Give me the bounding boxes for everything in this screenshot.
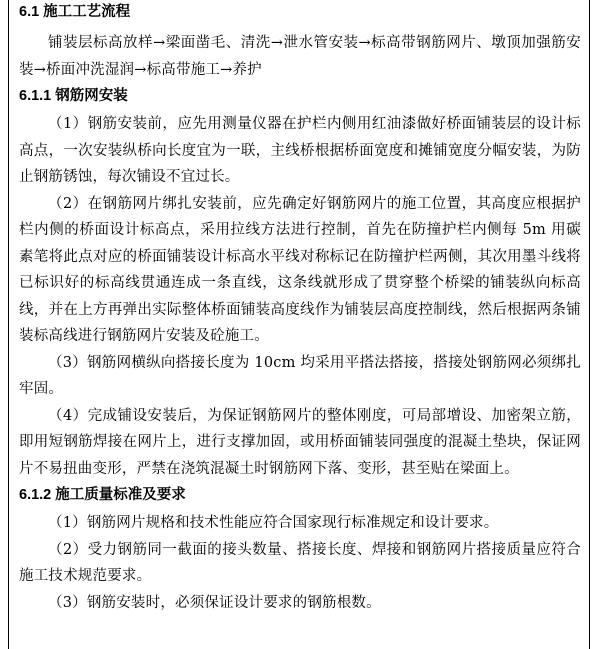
document-page: [8, 0, 590, 649]
quality-paragraph-2: （2）受力钢筋同一截面的接头数量、搭接长度、焊接和钢筋网片搭接质量应符合施工技术规范要求。: [19, 541, 581, 584]
section-heading-6-1-2: 6.1.2 施工质量标准及要求: [19, 487, 186, 503]
rebar-install-paragraph-1: （1）钢筋安装前，应先用测量仪器在护栏内侧用红油漆做好桥面铺装层的设计标高点，一次安装纵桥向长度宜为一联，主线桥根据桥面宽度和摊铺宽度分幅安装，为防止钢筋锈蚀，每次铺设不宜过长。: [19, 116, 581, 185]
quality-paragraph-1: （1）钢筋网片规格和技术性能应符合国家现行标准规定和设计要求。: [48, 515, 499, 531]
rebar-install-paragraph-2: （2）在钢筋网片绑扎安装前，应先确定好钢筋网片的施工位置，其高度应根据护栏内侧的桥面设计标高点，采用拉线方法进行控制，首先在防撞护栏内侧每 5m 用碳素笔将此点对应的桥面铺装设计标高水平线对称标记在防撞护栏两侧，其次用墨斗线将已标识好的标高线贯通连成一条直线，这条线就形成了贯穿整个桥梁的铺装纵向标高线，并在上方再弹出实际整体桥面铺装高度线作为铺装层高度控制线，然后根据两条铺装标高线进行钢筋网片安装及砼施工。: [19, 195, 581, 344]
rebar-install-paragraph-4: （4）完成铺设安装后，为保证钢筋网片的整体刚度，可局部增设、加密架立筋，即用短钢筋焊接在网片上，进行支撑加固，或用桥面铺装同强度的混凝土垫块，保证网片不易扭曲变形，严禁在浇筑混凝土时钢筋网下落、变形，甚至贴在梁面上。: [19, 407, 581, 477]
quality-paragraph-3: （3）钢筋安装时，必须保证设计要求的钢筋根数。: [48, 594, 381, 611]
document-body: [9, 0, 589, 616]
section-heading-6-1-1: 6.1.1 钢筋网安装: [19, 88, 128, 104]
section-heading-6-1: 6.1 施工工艺流程: [19, 4, 131, 20]
process-flow-paragraph: 铺装层标高放样→梁面凿毛、清洗→泄水管安装→标高带钢筋网片、墩顶加强筋安装→桥面冲洗湿润→标高带施工→养护: [19, 35, 581, 78]
rebar-install-paragraph-3: （3）钢筋网横纵向搭接长度为 10cm 均采用平搭法搭接，搭接处钢筋网必须绑扎牢固。: [19, 354, 581, 397]
